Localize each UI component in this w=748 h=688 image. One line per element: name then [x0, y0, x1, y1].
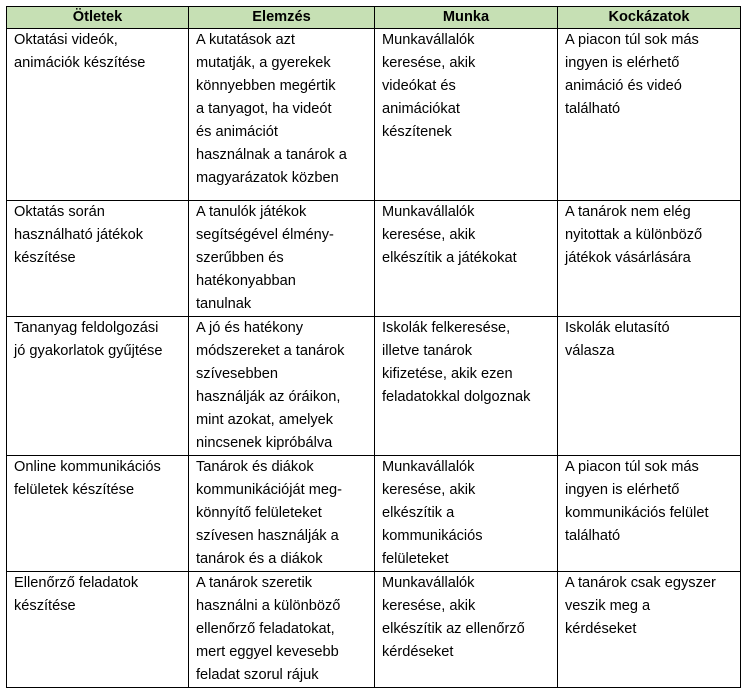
- table-row: [7, 201, 741, 317]
- cell-kockazat: A piacon túl sok más ingyen is elérhető kommunikációs felület található: [558, 456, 741, 572]
- header-otletek: Ötletek: [7, 7, 189, 29]
- cell-kockazat: Iskolák elutasító válasza: [558, 317, 741, 456]
- table-row: [7, 572, 741, 688]
- cell-elemzes: A jó és hatékony módszereket a tanárok szívesebben használják az óráikon, mint azokat, amelyek nincsenek kipróbálva: [189, 317, 375, 456]
- cell-munka: Munkavállalók keresése, akik elkészítik a játékokat: [375, 201, 558, 317]
- table-body: [7, 29, 741, 688]
- cell-elemzes: A kutatások azt mutatják, a gyerekek könnyebben megértik a tanyagot, ha videót és animációt használnak a tanárok a magyarázatok közben: [189, 29, 375, 201]
- header-munka: Munka: [375, 7, 558, 29]
- ideas-table: [6, 6, 741, 688]
- cell-kockazat: A piacon túl sok más ingyen is elérhető animáció és videó található: [558, 29, 741, 201]
- cell-otlet: Online kommunikációs felületek készítése: [7, 456, 189, 572]
- cell-munka: Iskolák felkeresése, illetve tanárok kifizetése, akik ezen feladatokkal dolgoznak: [375, 317, 558, 456]
- cell-otlet: Oktatási videók, animációk készítése: [7, 29, 189, 201]
- cell-elemzes: A tanulók játékok segítségével élmény- szerűbben és hatékonyabban tanulnak: [189, 201, 375, 317]
- cell-munka: Munkavállalók keresése, akik videókat és animációkat készítenek: [375, 29, 558, 201]
- header-row: [7, 7, 741, 29]
- cell-munka: Munkavállalók keresése, akik elkészítik a kommunikációs felületeket: [375, 456, 558, 572]
- cell-otlet: Tananyag feldolgozási jó gyakorlatok gyűjtése: [7, 317, 189, 456]
- header-kockazatok: Kockázatok: [558, 7, 741, 29]
- table-row: [7, 317, 741, 456]
- cell-kockazat: A tanárok csak egyszer veszik meg a kérdéseket: [558, 572, 741, 688]
- cell-kockazat: A tanárok nem elég nyitottak a különböző játékok vásárlására: [558, 201, 741, 317]
- table-row: [7, 29, 741, 201]
- cell-munka: Munkavállalók keresése, akik elkészítik az ellenőrző kérdéseket: [375, 572, 558, 688]
- cell-otlet: Ellenőrző feladatok készítése: [7, 572, 189, 688]
- cell-elemzes: Tanárok és diákok kommunikációját meg- könnyítő felületeket szívesen használják a tanárok és a diákok: [189, 456, 375, 572]
- table-header: [7, 7, 741, 29]
- cell-otlet: Oktatás során használható játékok készítése: [7, 201, 189, 317]
- header-elemzes: Elemzés: [189, 7, 375, 29]
- table-row: [7, 456, 741, 572]
- cell-elemzes: A tanárok szeretik használni a különböző ellenőrző feladatokat, mert eggyel kevesebb feladat szorul rájuk: [189, 572, 375, 688]
